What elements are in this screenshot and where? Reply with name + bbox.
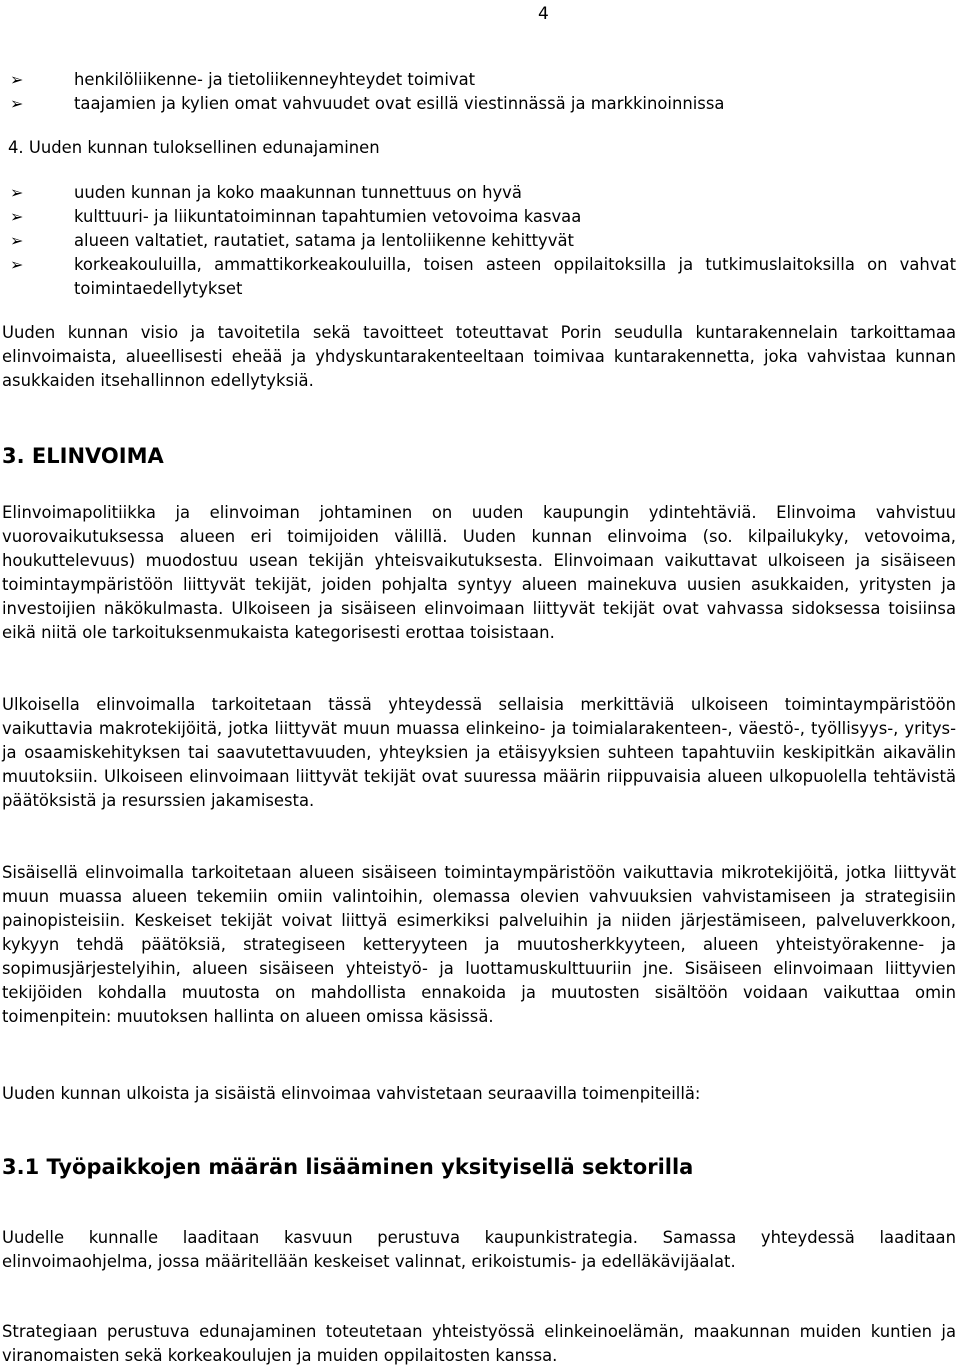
- paragraph: Strategiaan perustuva edunajaminen toteutetaan yhteistyössä elinkeinoelämän, maakunnan muiden kuntien ja viranomaisten sekä korkeakoulujen ja muiden oppilaitosten kanssa.: [2, 1322, 956, 1365]
- bullet-list-section-4: [8, 181, 956, 301]
- section-4-heading: 4. Uuden kunnan tuloksellinen edunajaminen: [8, 138, 380, 157]
- list-item: ➢ korkeakouluilla, ammattikorkeakouluilla, toisen asteen oppilaitoksilla ja tutkimuslaitoksilla on vahvat toimintaedellytykset: [10, 255, 956, 298]
- arrow-bullet-icon: ➢: [10, 70, 24, 89]
- page-number: 4: [538, 4, 549, 24]
- list-item: ➢ alueen valtatiet, rautatiet, satama ja lentoliikenne kehittyvät: [8, 229, 956, 253]
- list-item: ➢ kulttuuri- ja liikuntatoiminnan tapahtumien vetovoima kasvaa: [8, 205, 956, 229]
- paragraph: Elinvoimapolitiikka ja elinvoiman johtaminen on uuden kaupungin ydintehtäviä. Elinvoima vahvistuu vuorovaikutuksessa alueen eri toimijoiden välillä. Uuden kunnan elinvoima (so. kilpailukyky, vetovoima, houkuttelevuus) muodostuu usean tekijän yhteisvaikutuksesta. Elinvoimaan vaikuttavat ulkoiseen ja sisäiseen toimintaympäristöön liittyvät tekijät, joiden pohjalta syntyy alueen mainekuva uusien asukkaiden, yritysten ja investoijien näkökulmasta. Ulkoiseen ja sisäiseen elinvoimaan liittyvät tekijät ovat vahvassa sidoksessa toisiinsa eikä niitä ole tarkoituksenmukaista kategorisesti erottaa toisistaan.: [2, 503, 956, 642]
- paragraph: Uuden kunnan ulkoista ja sisäistä elinvoimaa vahvistetaan seuraavilla toimenpiteillä:: [2, 1084, 701, 1103]
- paragraph: Ulkoisella elinvoimalla tarkoitetaan tässä yhteydessä sellaisia merkittäviä ulkoiseen toimintaympäristöön vaikuttavia makrotekijöitä, jotka liittyvät muun muassa elinkeino- ja toimialarakenteen-, väestö-, työllisyys-, yritys- ja osaamiskehityksen tai saavutettavuuden, yhteyksien ja etäisyyksien suhteen tapahtuviin keskipitkän aikavälin muutoksiin. Ulkoiseen elinvoimaan liittyvät tekijät ovat suuressa määrin riippuvaisia alueen ulkopuolella tehtävistä päätöksistä ja resurssien jakamisesta.: [2, 695, 956, 810]
- arrow-bullet-icon: ➢: [10, 207, 24, 226]
- arrow-bullet-icon: ➢: [10, 183, 24, 202]
- list-item: ➢ henkilöliikenne- ja tietoliikenneyhteydet toimivat: [8, 68, 956, 92]
- bullet-list-top: [8, 68, 956, 116]
- paragraph: Uudelle kunnalle laaditaan kasvuun perustuva kaupunkistrategia. Samassa yhteydessä laaditaan elinvoimaohjelma, jossa määritellään keskeiset valinnat, erikoistumis- ja edelläkävijäalat.: [2, 1228, 956, 1271]
- arrow-bullet-icon: ➢: [10, 255, 24, 274]
- arrow-bullet-icon: ➢: [10, 231, 24, 250]
- list-item: ➢ uuden kunnan ja koko maakunnan tunnettuus on hyvä: [8, 181, 956, 205]
- section-3-heading: 3. ELINVOIMA: [2, 444, 164, 468]
- paragraph: Sisäisellä elinvoimalla tarkoitetaan alueen sisäiseen toimintaympäristöön vaikuttavia mikrotekijöitä, jotka liittyvät muun muassa alueen tekemiin omiin valintoihin, olemassa olevien vahvuuksien vahvistamiseen ja strategisiin painopisteisiin. Keskeiset tekijät voivat liittyä esimerkiksi palveluihin ja niiden järjestämiseen, palveluverkkoon, kykyyn tehdä päätöksiä, strategiseen ketteryyteen ja muutosherkkyyteen, alueen yhteistyörakenne- ja sopimusjärjestelyihin, alueen sisäiseen yhteistyö- ja luottamuskulttuuriin jne. Sisäiseen elinvoimaan liittyvien tekijöiden kohdalla muutosta on mahdollista ennakoida ja muutosten sisältöön voidaan vaikuttaa omin toimenpitein: muutoksen hallinta on alueen omissa käsissä.: [2, 863, 956, 1026]
- vision-paragraph: Uuden kunnan visio ja tavoitetila sekä tavoitteet toteuttavat Porin seudulla kuntarakennelain tarkoittamaa elinvoimaista, alueellisesti eheää ja yhdyskuntarakenteeltaan toimivaa kuntarakennetta, joka vahvistaa kunnan asukkaiden itsehallinnon edellytyksiä.: [2, 323, 956, 390]
- list-item: ➢ taajamien ja kylien omat vahvuudet ovat esillä viestinnässä ja markkinoinnissa: [8, 92, 956, 116]
- arrow-bullet-icon: ➢: [10, 94, 24, 113]
- section-3-1-heading: 3.1 Työpaikkojen määrän lisääminen yksityisellä sektorilla: [2, 1155, 694, 1179]
